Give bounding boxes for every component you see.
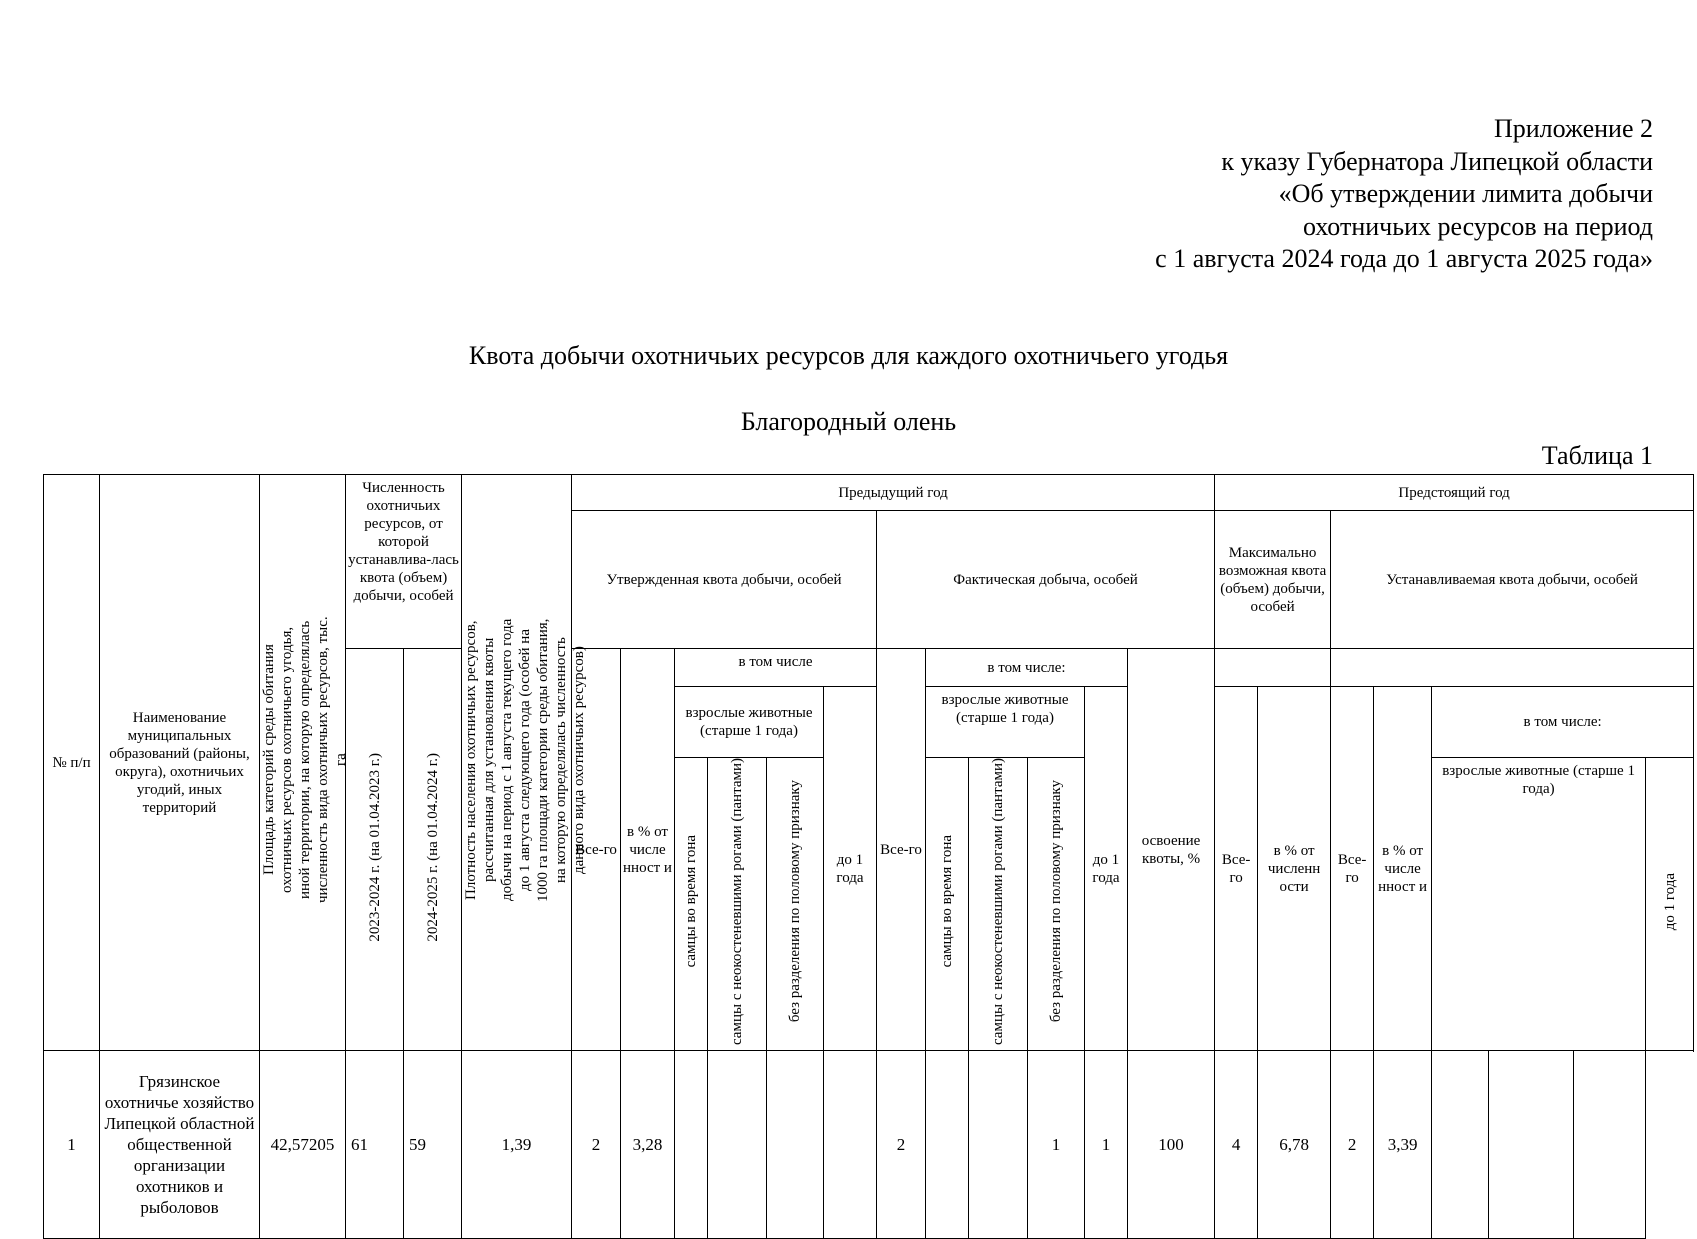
- header-set-under1: до 1 года: [1646, 758, 1694, 1051]
- attachment-line: Приложение 2: [1493, 114, 1653, 143]
- header-set-total: Все-го: [1331, 687, 1374, 1051]
- cell-set-no-split: [1574, 1051, 1646, 1239]
- header-approved-males-rut: самцы во время гона: [675, 758, 708, 1051]
- cell-set-males-rut: [1432, 1051, 1489, 1239]
- header-approved-total: Все-го: [572, 649, 621, 1051]
- cell-actual-total: 2: [877, 1051, 926, 1239]
- cell-set-total: 2: [1331, 1051, 1374, 1239]
- species-subtitle: Благородный олень: [740, 407, 957, 436]
- table-row: [44, 1051, 1694, 1239]
- header-approved-pct: в % от числе нност и: [621, 649, 675, 1051]
- header-actual-no-split: без разделения по половому признаку: [1028, 758, 1085, 1051]
- header-pop-2023: 2023-2024 г. (на 01.04.2023 г.): [346, 649, 404, 1051]
- header-actual-total: Все-го: [877, 649, 926, 1051]
- header-prev-year: Предыдущий год: [572, 475, 1215, 511]
- cell-set-pct: 3,39: [1374, 1051, 1432, 1239]
- cell-pop-2023: 61: [346, 1051, 404, 1239]
- attachment-line: к указу Губернатора Липецкой области: [1221, 146, 1653, 176]
- cell-approved-no-split: [767, 1051, 824, 1239]
- header-actual-including: в том числе:: [926, 649, 1128, 687]
- attachment-line: охотничьих ресурсов на период: [1302, 211, 1653, 241]
- attachment-line: с 1 августа 2024 года до 1 августа 2025 года»: [1155, 244, 1653, 273]
- cell-approved-total: 2: [572, 1051, 621, 1239]
- cell-approved-males-velvet: [708, 1051, 767, 1239]
- header-actual-harvest: Фактическая добыча, особей: [877, 511, 1215, 649]
- header-actual-adults: взрослые животные (старше 1 года): [926, 687, 1085, 758]
- header-set-pct: в % от числе нност и: [1374, 687, 1432, 1051]
- cell-set-males-velvet: [1489, 1051, 1574, 1239]
- cell-approved-pct: 3,28: [621, 1051, 675, 1239]
- cell-num: 1: [44, 1051, 100, 1239]
- header-num: № п/п: [44, 475, 100, 1051]
- header-population: Численность охотничьих ресурсов, от которой устанавлива-лась квота (объем) добычи, особей: [346, 475, 462, 649]
- header-approved-adults: взрослые животные (старше 1 года): [675, 687, 824, 758]
- header-actual-males-rut: самцы во время гона: [926, 758, 969, 1051]
- cell-density: 1,39: [462, 1051, 572, 1239]
- cell-name: Грязинское охотничье хозяйство Липецкой областной общественной организации охотников и рыболовов: [100, 1051, 260, 1239]
- header-pop-2024: 2024-2025 г. (на 01.04.2024 г.): [404, 649, 462, 1051]
- cell-actual-males-rut: [926, 1051, 969, 1239]
- cell-actual-under1: 1: [1085, 1051, 1128, 1239]
- header-max-pct: в % от численн ости: [1258, 687, 1331, 1051]
- header-area: Площадь категорий среды обитания охотничьих ресурсов охотничьего угодья, иной территории, на которую определялась численность вида охотничьих ресурсов, тыс. га: [260, 475, 346, 1051]
- header-approved-including: в том числе: [675, 649, 877, 687]
- quota-table: [43, 474, 1694, 1239]
- header-max-blank: [1215, 649, 1331, 687]
- header-actual-under1: до 1 года: [1085, 687, 1128, 1051]
- header-approved-under1: до 1 года: [824, 687, 877, 1051]
- page-title: Квота добычи охотничьих ресурсов для каждого охотничьего угодья: [468, 341, 1229, 370]
- header-set-blank: [1331, 649, 1694, 687]
- cell-max-total: 4: [1215, 1051, 1258, 1239]
- table-label: Таблица 1: [1541, 441, 1653, 470]
- header-actual-males-velvet: самцы с неокостеневшими рогами (пантами): [969, 758, 1028, 1051]
- header-set-adults: взрослые животные (старше 1 года): [1432, 758, 1646, 1051]
- header-approved-males-velvet: самцы с неокостеневшими рогами (пантами): [708, 758, 767, 1051]
- header-next-year: Предстоящий год: [1215, 475, 1694, 511]
- cell-quota-use: 100: [1128, 1051, 1215, 1239]
- cell-pop-2024: 59: [404, 1051, 462, 1239]
- cell-actual-males-velvet: [969, 1051, 1028, 1239]
- header-density: Плотность населения охотничьих ресурсов, рассчитанная для установления квоты добычи на период с 1 августа текущего года до 1 августа следующего года (особей на 1000 га площади категории среды обитания, на которую определялась численность данного вида охотничьих ресурсов): [462, 475, 572, 1051]
- attachment-line: «Об утверждении лимита добычи: [1278, 179, 1653, 208]
- header-quota-use: освоение квоты, %: [1128, 649, 1215, 1051]
- cell-actual-no-split: 1: [1028, 1051, 1085, 1239]
- header-set-including: в том числе:: [1432, 687, 1694, 758]
- attachment-block: [1155, 113, 1653, 276]
- cell-approved-males-rut: [675, 1051, 708, 1239]
- cell-area: 42,57205: [260, 1051, 346, 1239]
- header-approved-no-split: без разделения по половому признаку: [767, 758, 824, 1051]
- header-set-quota: Устанавливаемая квота добычи, особей: [1331, 511, 1694, 649]
- header-max-total: Все-го: [1215, 687, 1258, 1051]
- cell-approved-under1: [824, 1051, 877, 1239]
- header-approved-quota: Утвержденная квота добычи, особей: [572, 511, 877, 649]
- cell-max-pct: 6,78: [1258, 1051, 1331, 1239]
- header-name: Наименование муниципальных образований (районы, округа), охотничьих угодий, иных территорий: [100, 475, 260, 1051]
- header-max-quota: Максимально возможная квота (объем) добычи, особей: [1215, 511, 1331, 649]
